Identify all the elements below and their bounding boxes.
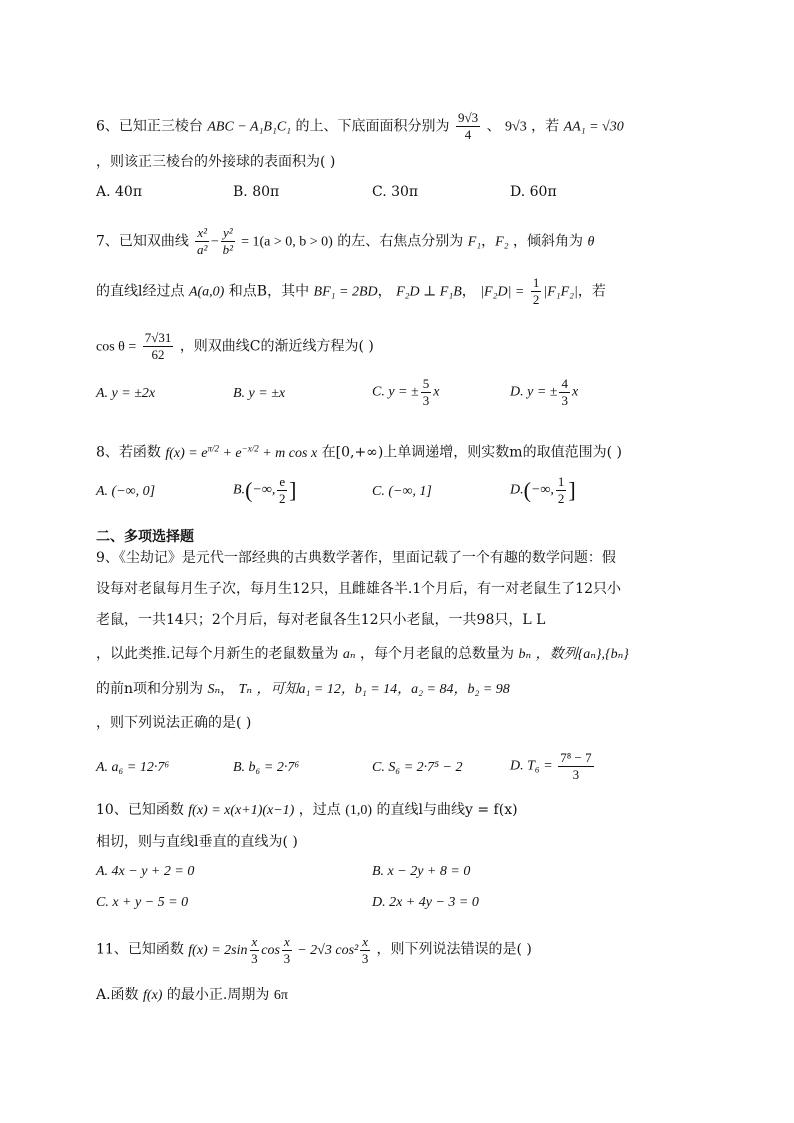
q8-option-b-denominator: 2 bbox=[278, 491, 286, 506]
q11-cos: cos bbox=[261, 942, 280, 958]
q6-solid: ABC − A₁B₁C₁ bbox=[207, 119, 292, 135]
q7-f2: F₂ bbox=[495, 234, 509, 250]
q11-function-mid: − 2√3 cos² bbox=[293, 942, 359, 958]
q9-line2: 设每对老鼠每月生子次，每月生12只，且雌雄各半.1个月后，有一对老鼠生了12只小 bbox=[96, 581, 621, 597]
q8-option-d-denominator: 2 bbox=[557, 491, 565, 506]
q9-bn: bₙ bbox=[518, 647, 532, 662]
q7-option-b[interactable]: B. y = ±x bbox=[233, 386, 286, 401]
q11-option-a-post: 的最小正.周期为 bbox=[166, 987, 270, 1003]
q9-line4-post: ，数列{aₙ},{bₙ} bbox=[535, 647, 629, 662]
q6-text-post: ，若 bbox=[531, 118, 560, 135]
q8-function bbox=[165, 443, 318, 461]
q7-cos-numerator: 7√31 bbox=[144, 330, 172, 345]
q7-option-d-fraction bbox=[559, 376, 570, 409]
q9-line5-text: 的前n项和分别为 bbox=[96, 681, 204, 697]
q9-option-b[interactable]: B. b₆ = 2·7⁶ bbox=[233, 760, 300, 775]
q7-line2-text: 的直线l经过点 bbox=[96, 283, 185, 300]
q10-option-d[interactable]: D. 2x + 4y − 3 = 0 bbox=[372, 895, 479, 910]
q9-option-c[interactable]: C. S₆ = 2·7⁵ − 2 bbox=[372, 760, 463, 775]
q9-option-d-denominator: 3 bbox=[572, 767, 580, 782]
q6-question: ，则该正三棱台的外接球的表面积为( ) bbox=[96, 154, 336, 170]
q7-text-mid: 的左、右焦点分别为 bbox=[337, 233, 464, 250]
q8-option-b-fraction bbox=[277, 474, 287, 507]
q9-line5: 的前n项和分别为 Sₙ， Tₙ ，可知a₁ = 12，b₁ = 14，a₂ = 84，b₂ = 98 bbox=[96, 681, 510, 697]
q10-option-a[interactable]: A. 4x − y + 2 = 0 bbox=[96, 864, 195, 879]
q9-option-a[interactable]: A. a₆ = 12·7⁶ bbox=[96, 760, 170, 775]
q6-area1-numerator: 9√3 bbox=[457, 110, 479, 125]
q8-function-plus: + e bbox=[218, 445, 242, 461]
q9-tn: Tₙ bbox=[238, 682, 253, 697]
q10-line1 bbox=[96, 800, 518, 821]
q8-option-b-numerator: e bbox=[279, 474, 286, 489]
q9-sn: Sₙ bbox=[207, 682, 221, 697]
q7-x-denominator: a² bbox=[197, 242, 208, 257]
q8-option-d-fraction bbox=[556, 474, 567, 507]
q7-line2: 的直线l经过点 A(a,0) 和点B，其中 BF₁ = 2BD， F₂D ⊥ F₁B， |F₂D| = $\frac{1}{2}$ |F₁F₂|，若 bbox=[96, 275, 606, 307]
q7-cos-denominator: 62 bbox=[151, 347, 165, 362]
q8-question: 在[0,+∞)上单调递增，则实数m的取值范围为( ) bbox=[321, 444, 622, 461]
q7-abs-lhs: |F₂D| = bbox=[480, 284, 525, 300]
q6-option-a[interactable]: A. 40π bbox=[96, 184, 143, 200]
q7-y-numerator: y² bbox=[222, 225, 233, 240]
q11-option-a-func: f(x) bbox=[143, 988, 163, 1003]
q7-option-d[interactable] bbox=[510, 376, 578, 409]
section-heading: 二、多项选择题 bbox=[96, 529, 194, 545]
q7-text: 7、已知双曲线 bbox=[96, 233, 189, 250]
q6-area1-denominator: 4 bbox=[464, 127, 472, 142]
q8-option-d-pre: D. bbox=[510, 482, 524, 498]
q7-y-denominator: b² bbox=[222, 242, 233, 257]
q9-option-d-fraction bbox=[558, 750, 593, 783]
q6-text: 6、已知正三棱台 bbox=[96, 118, 203, 135]
q7-option-c[interactable] bbox=[372, 376, 439, 409]
q7-option-c-pre: C. y = ± bbox=[372, 384, 419, 400]
q8-function-tail: + m cos x bbox=[258, 445, 318, 461]
q8-option-b-inner: −∞, bbox=[252, 482, 276, 498]
q7-point-a: A(a,0) bbox=[188, 284, 225, 300]
q9-line3: 老鼠，一共14只；2个月后，每对老鼠各生12只小老鼠，一共98只，L L bbox=[96, 612, 546, 628]
q11-function-lhs: f(x) = 2sin bbox=[188, 942, 248, 958]
q7-y-fraction bbox=[221, 225, 235, 258]
q11-line1 bbox=[96, 934, 532, 967]
q7-perpendicular: F₂D ⊥ F₁B bbox=[396, 284, 462, 300]
q9-line5-post: ，可知a₁ = 12，b₁ = 14，a₂ = 84，b₂ = 98 bbox=[256, 682, 510, 697]
q7-option-c-post: x bbox=[433, 384, 440, 400]
q11-fraction-2-denominator: 3 bbox=[283, 951, 291, 966]
q9-line4-mid: ，每个月老鼠的总数量为 bbox=[360, 646, 515, 662]
q8-option-b[interactable]: B.(−∞, $\frac{e}{2}$ ] bbox=[233, 474, 297, 506]
q8-option-d-numerator: 1 bbox=[557, 474, 565, 489]
q6-sep: 、 bbox=[486, 118, 501, 135]
q6-area2: 9√3 bbox=[505, 119, 527, 135]
q6-option-c[interactable]: C. 30π bbox=[372, 184, 419, 200]
q7-half-numerator: 1 bbox=[532, 275, 540, 290]
q8-function-lhs: f(x) = e bbox=[165, 445, 208, 461]
q7-option-c-fraction bbox=[421, 376, 432, 409]
q11-option-a-value: 6π bbox=[273, 988, 288, 1003]
q8-line1 bbox=[96, 438, 622, 464]
q8-exponent-2: −x/2 bbox=[241, 443, 259, 453]
q7-option-a[interactable]: A. y = ±2x bbox=[96, 386, 156, 401]
q6-line2 bbox=[96, 152, 335, 172]
q7-abs-rhs: |F₁F₂| bbox=[543, 284, 578, 300]
q7-x-fraction bbox=[195, 225, 209, 258]
q7-option-c-numerator: 5 bbox=[422, 376, 430, 391]
q9-option-d[interactable] bbox=[510, 750, 596, 783]
q11-fraction-2-numerator: x bbox=[283, 934, 290, 949]
q10-function: f(x) = x(x+1)(x−1) bbox=[188, 803, 295, 818]
q9-option-d-numerator: 7⁸ − 7 bbox=[560, 750, 592, 765]
q10-option-c[interactable]: C. x + y − 5 = 0 bbox=[96, 895, 189, 910]
q11-fraction-1-numerator: x bbox=[251, 934, 258, 949]
q10-text-mid: ，过点 bbox=[298, 802, 341, 818]
q8-option-d[interactable]: D.(−∞, $\frac{1}{2}$ ] bbox=[510, 474, 576, 506]
q11-fraction-2 bbox=[282, 934, 292, 967]
q7-line2-tail: ，若 bbox=[577, 283, 606, 300]
q11-fraction-1 bbox=[250, 934, 260, 967]
q7-cos-fraction bbox=[143, 330, 174, 363]
q9-line4 bbox=[96, 644, 629, 665]
q7-option-d-post: x bbox=[571, 384, 579, 400]
q8-option-b-pre: B. bbox=[233, 482, 246, 498]
q7-line3 bbox=[96, 330, 374, 363]
q11-question: ，则下列说法错误的是( ) bbox=[376, 941, 532, 958]
q11-option-a[interactable] bbox=[96, 985, 288, 1006]
q11-text: 11、已知函数 bbox=[96, 941, 184, 958]
q7-option-c-denominator: 3 bbox=[422, 393, 430, 408]
q7-line2-mid: 和点B，其中 bbox=[228, 283, 310, 300]
q9-line6: ，则下列说法正确的是( ) bbox=[96, 715, 252, 731]
q8-option-d-inner: −∞, bbox=[530, 482, 554, 498]
q7-half-denominator: 2 bbox=[532, 292, 540, 307]
q6-area1-fraction bbox=[456, 110, 480, 143]
q7-comma: ， bbox=[481, 233, 496, 250]
q6-edge: AA₁ = √30 bbox=[563, 119, 624, 135]
q11-option-a-pre: A.函数 bbox=[96, 987, 139, 1003]
q7-half-fraction bbox=[531, 275, 542, 308]
q9-line1: 9、《尘劫记》是元代一部经典的古典数学著作，里面记载了一个有趣的数学问题：假 bbox=[96, 550, 616, 566]
q7-line1: 7、已知双曲线 $\frac{\text{x²}}{\text{a²}}$ − $\frac{\text{y²}}{\text{b²}}$ = 1(a > 0, b > 0) 的左、右焦点分别为 F₁，F₂ ，倾斜角为 θ bbox=[96, 225, 595, 257]
q9-option-d-pre: D. T₆ = bbox=[510, 758, 553, 774]
q9-line4-text: ，以此类推.记每个月新生的老鼠数量为 bbox=[96, 646, 339, 662]
q7-condition: = 1(a > 0, b > 0) bbox=[241, 234, 333, 250]
q8-text: 8、若函数 bbox=[96, 444, 161, 461]
q7-vector-relation: BF₁ = 2BD bbox=[313, 284, 378, 300]
q7-theta: θ bbox=[587, 234, 595, 250]
q9-an: aₙ bbox=[342, 647, 356, 662]
q6-line1 bbox=[96, 110, 624, 143]
q7-option-d-denominator: 3 bbox=[561, 393, 568, 408]
q10-text: 10、已知函数 bbox=[96, 802, 184, 818]
q11-fraction-3-numerator: x bbox=[362, 934, 369, 949]
q7-option-d-numerator: 4 bbox=[561, 376, 568, 391]
q7-f1: F₁ bbox=[467, 234, 482, 250]
q7-option-d-pre: D. y = ± bbox=[510, 384, 558, 400]
q8-option-c[interactable]: C. (−∞, 1] bbox=[372, 484, 432, 499]
q6-option-d[interactable]: D. 60π bbox=[510, 184, 557, 200]
q10-point: (1,0) bbox=[345, 803, 373, 818]
q7-text-tail: ，倾斜角为 bbox=[513, 233, 584, 250]
q6-option-b[interactable]: B. 80π bbox=[233, 184, 280, 200]
q11-fraction-3 bbox=[360, 934, 370, 967]
q10-text-post: 的直线l与曲线y = f(x) bbox=[376, 802, 518, 818]
q11-fraction-3-denominator: 3 bbox=[361, 951, 369, 966]
q10-option-b[interactable]: B. x − 2y + 8 = 0 bbox=[372, 864, 471, 879]
q7-x-numerator: x² bbox=[197, 225, 208, 240]
q7-question: ，则双曲线C的渐近线方程为( ) bbox=[179, 338, 374, 355]
q11-fraction-1-denominator: 3 bbox=[251, 951, 258, 966]
q7-cos-lhs: cos θ = bbox=[96, 339, 137, 355]
q11-function bbox=[188, 934, 372, 966]
q6-text-mid: 的上、下底面面积分别为 bbox=[295, 118, 450, 135]
q8-exponent-1: π/2 bbox=[207, 443, 219, 453]
q10-line2: 相切，则与直线l垂直的直线为( ) bbox=[96, 834, 298, 850]
q8-option-a[interactable]: A. (−∞, 0] bbox=[96, 484, 156, 499]
